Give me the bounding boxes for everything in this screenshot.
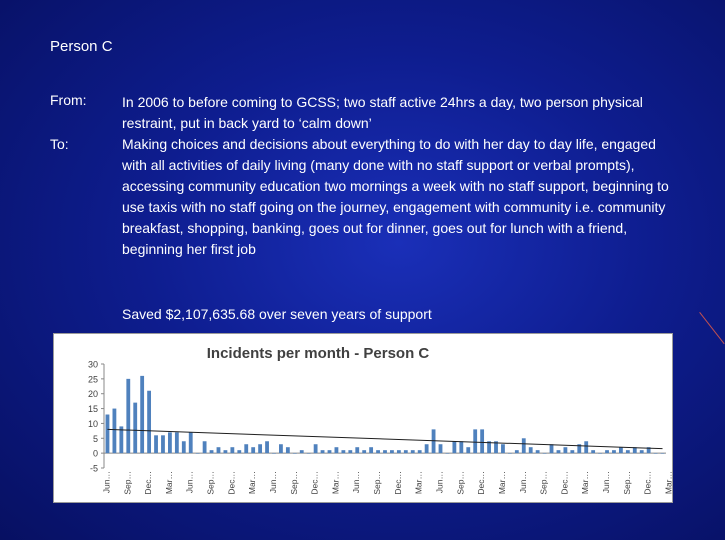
x-tick-label: Dec…: [226, 471, 237, 495]
bar: [140, 376, 144, 453]
bar: [570, 450, 574, 453]
bar: [369, 447, 373, 453]
bar: [605, 450, 609, 453]
bar: [480, 429, 484, 453]
x-tick-label: Mar…: [247, 471, 258, 495]
bar: [196, 453, 200, 454]
bar: [376, 450, 380, 453]
y-axis: [88, 360, 666, 474]
bar: [439, 444, 443, 453]
bar: [418, 450, 422, 453]
x-tick-label: Sep…: [538, 471, 549, 495]
bar: [328, 450, 332, 453]
bar: [654, 453, 658, 454]
y-tick-label: 25: [87, 374, 98, 385]
bar: [390, 450, 394, 453]
bar: [286, 447, 290, 453]
y-tick-label: 15: [87, 404, 98, 415]
x-tick-label: Sep…: [288, 471, 299, 495]
bar: [258, 444, 262, 453]
bars: [106, 376, 665, 454]
x-tick-label: Jun…: [267, 471, 278, 494]
bar: [203, 441, 207, 453]
bar: [106, 415, 110, 454]
chart-title: Incidents per month - Person C: [206, 345, 430, 362]
x-tick-label: Sep…: [372, 471, 383, 495]
x-tick-label: Jun…: [101, 471, 112, 494]
from-label: From:: [50, 92, 87, 108]
to-text: Making choices and decisions about everything to do with her day to day life, engaged with all activities of daily living (many done with no staff support or verbal prompts), accessing community education two mornings a week with no staff support, beginning to use taxis with no staff going on the journey, engagement with community i.e. community breakfast, shopping, banking, goes out for dinner, goes out for lunch with a friend, beginning her first job: [122, 136, 669, 257]
bar: [501, 444, 505, 453]
bar: [362, 450, 366, 453]
bar: [661, 453, 665, 454]
bar: [563, 447, 567, 453]
bar: [550, 444, 554, 453]
y-tick-label: -5: [89, 463, 98, 474]
bar: [154, 435, 158, 453]
bar: [182, 441, 186, 453]
x-tick-label: Sep…: [205, 471, 216, 495]
bar: [640, 450, 644, 453]
bar: [473, 429, 477, 453]
bar: [459, 441, 463, 453]
x-tick-label: Sep…: [455, 471, 466, 495]
bar: [133, 403, 137, 454]
bar: [341, 450, 345, 453]
bar: [619, 447, 623, 453]
bar: [335, 447, 339, 453]
x-tick-label: Jun…: [517, 471, 528, 494]
bar: [251, 447, 255, 453]
bar: [147, 391, 151, 453]
bar: [244, 444, 248, 453]
x-tick-label: Dec…: [559, 471, 570, 495]
y-tick-label: 30: [87, 359, 98, 370]
bar: [126, 379, 130, 453]
to-label: To:: [50, 136, 69, 152]
x-tick-label: Jun…: [351, 471, 362, 494]
bar: [237, 450, 241, 453]
x-tick-label: Mar…: [413, 471, 424, 495]
x-tick-label: Dec…: [642, 471, 653, 495]
bar: [584, 441, 588, 453]
bar: [217, 447, 221, 453]
bar: [515, 450, 519, 453]
bar: [543, 453, 547, 454]
bar: [404, 450, 408, 453]
y-tick-label: 20: [87, 389, 98, 400]
bar: [425, 444, 429, 453]
bar: [466, 447, 470, 453]
slide-title: Person C: [50, 38, 113, 55]
bar: [508, 453, 512, 454]
y-tick-label: 10: [87, 418, 98, 429]
bar: [522, 438, 526, 453]
from-text: In 2006 to before coming to GCSS; two staff active 24hrs a day, two person physical restraint, put in back yard to ‘calm down’: [122, 94, 643, 131]
x-tick-label: Jun…: [601, 471, 612, 494]
bar: [161, 435, 165, 453]
bar: [598, 453, 602, 454]
bar: [224, 450, 228, 453]
bar: [626, 450, 630, 453]
bar: [272, 453, 276, 454]
bar: [230, 447, 234, 453]
x-tick-label: Dec…: [143, 471, 154, 495]
x-tick-label: Sep…: [122, 471, 133, 495]
savings-statement: Saved $2,107,635.68 over seven years of support: [122, 306, 432, 322]
bar: [529, 447, 533, 453]
bar: [112, 409, 116, 454]
bar: [300, 450, 304, 453]
bar: [452, 441, 456, 453]
bar: [355, 447, 359, 453]
bar: [293, 453, 297, 454]
x-tick-label: Mar…: [496, 471, 507, 495]
x-tick-label: Dec…: [476, 471, 487, 495]
x-tick-label: Jun…: [434, 471, 445, 494]
bar: [265, 441, 269, 453]
bar: [557, 450, 561, 453]
x-axis: [101, 471, 673, 495]
x-tick-label: Mar…: [663, 471, 674, 495]
x-tick-label: Mar…: [580, 471, 591, 495]
bar: [210, 450, 214, 453]
bar: [175, 432, 179, 453]
bar: [383, 450, 387, 453]
bar: [397, 450, 401, 453]
bar: [307, 453, 311, 454]
incidents-chart: [53, 333, 673, 503]
x-tick-label: Jun…: [184, 471, 195, 494]
x-tick-label: Dec…: [309, 471, 320, 495]
bar: [536, 450, 540, 453]
bar: [446, 453, 450, 454]
bar: [321, 450, 325, 453]
bar: [119, 426, 123, 453]
y-tick-label: 5: [92, 433, 98, 444]
bar: [612, 450, 616, 453]
x-tick-label: Sep…: [621, 471, 632, 495]
bar: [168, 432, 172, 453]
x-tick-label: Dec…: [392, 471, 403, 495]
bar: [348, 450, 352, 453]
x-tick-label: Mar…: [330, 471, 341, 495]
bar: [279, 444, 283, 453]
decorative-line: [699, 312, 724, 344]
bar: [314, 444, 318, 453]
bar: [591, 450, 595, 453]
x-tick-label: Mar…: [163, 471, 174, 495]
bar: [189, 432, 193, 453]
bar: [411, 450, 415, 453]
y-tick-label: 0: [92, 448, 98, 459]
chart-svg: [54, 334, 672, 502]
